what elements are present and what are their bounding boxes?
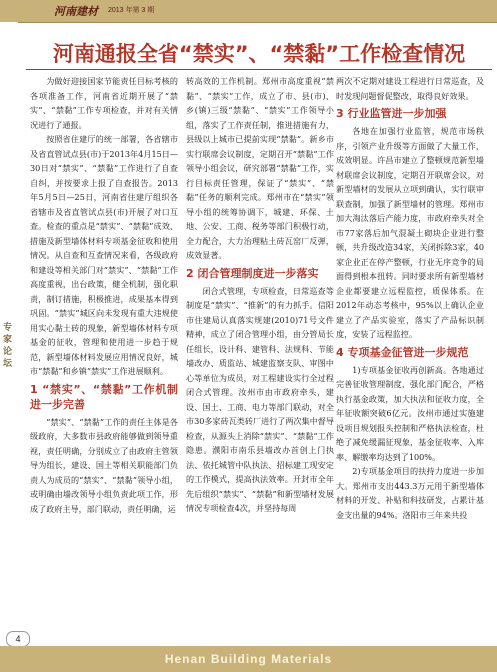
magazine-brand: 河南建材 bbox=[54, 5, 98, 18]
section-heading: 1 “禁实”、“禁黏”工作机制进一步完善 bbox=[30, 382, 178, 411]
section-heading: 3 行业监管进一步加强 bbox=[336, 107, 447, 120]
section-heading: 4 专项基金征管进一步规范 bbox=[336, 345, 469, 359]
column-3 bbox=[336, 74, 484, 522]
column-2 bbox=[186, 74, 334, 516]
paragraph: 为做好迎接国家节能责任目标考核的各项准备工作，河南省近期开展了“禁实”、“禁黏”工作专项检查，并对有关情况进行了通报。 bbox=[30, 76, 178, 130]
column-1 bbox=[30, 74, 178, 516]
title-divider bbox=[26, 69, 492, 70]
section-label: 专 家 论 坛 bbox=[3, 323, 13, 369]
paragraph: 转高效的工作机制。郑州市高度重视“禁黏”、“禁实”工作，成立了市、县(市)、乡(镇)三级“禁黏”、“禁实”工作领导小组，落实了工作责任制，推进措施有力，县级以上城市已提前实现“禁黏”。新乡市实行联席会议制度，定期召开“禁黏”工作领导小组会议，研究部署“禁黏”工作，实行目标责任管理，保证了“禁实”、“禁黏”任务的顺利完成。郑州市在“禁实”领导小组的统筹协调下，城建、环保、土地、公安、工商、税务等部门积极行动，全力配合，大力治理粘土砖瓦窑厂反弹，成效显著。 bbox=[186, 76, 334, 260]
paragraph: 1)专项基金征收再创新高。各地通过完善征收管理制度，强化部门配合，严格执行基金政策，加大执法和征收力度，全年征收额突破6亿元。汝州市通过实施建设项目规划报头控制和严格执法检查，杜绝了减免缓漏征现象，基金征收率、入库率、解缴率均达到了100%。 bbox=[336, 364, 484, 462]
paragraph: 2)专项基金项目的扶持力度进一步加大。郑州市支出443.3万元用于新型墙体材料的开发、补贴和科技研发，占累计基金支出量的94%。洛阳市三年来共投 bbox=[336, 466, 484, 520]
sidebar bbox=[0, 22, 18, 646]
header-bar bbox=[0, 0, 497, 23]
paragraph: “禁实”、“禁黏”工作的责任主体是各级政府，大多数市县政府能够做到领导重视，责任明确，分别成立了由政府主管领导为组长，建设、国土等相关职能部门负责人为成员的“禁实”、“禁黏”领导小组，或明确由墙改领导小组负责此项工作，形成了政府主导，部门联动，责任明确，运 bbox=[30, 416, 178, 514]
paragraph: 各地在加强行业监管，规范市场秩序，引领产业升级等方面做了大量工作，成效明显。许昌市建立了整顿规范新型墙材联席会议制度，定期召开联席会议，对新型墙材的发展从立项到确认，实行联审联查制，加强了新型墙材的管理。郑州市加大淘汰落后产能力度，市政府牵头对全市77家落后加气混凝土砌块企业进行整顿，共升级改造34家，关闭拆除3家，40家企业正在停产整顿，行业无序竞争的局面得到根本扭转。同时要求所有新型墙材企业都要建立远程监控，质保体系。在2012年动态考核中，95%以上确认企业建立了产品实验室，落实了产品标识制度，安装了远程监控。 bbox=[336, 126, 484, 339]
paragraph: 按照省住建厅的统一部署，各省辖市及省直管试点县(市)于2013年4月15日—30日对“禁实”、“禁黏”工作进行了自查自纠，并按要求上报了自查报告。2013年5月5日—25日，河南省住建厅组织各省辖市及省直管试点县(市)开展了对口互查。检查的重点是“禁实”、“禁黏”成效、措施及新型墙体材料专项基金征收和使用情况。从自查和互查情况来看，各级政府和建设等相关部门对“禁实”、“禁黏”工作高度重视，出台政策，健全机制，强化职责，制订措施，积极推进，成果基本得到巩固。“禁实”城区向未发现有重大违规使用实心黏土砖的现象，新型墙体材料专项基金的征收，管理和使用进一步趋于规范，新型墙体材料发展应用情况良好，城市“禁黏”和乡镇“禁实”工作进展顺利。 bbox=[30, 134, 178, 376]
page-number: 4 bbox=[6, 631, 30, 647]
paragraph: 两次不定期对建设工程进行日常巡查，及时发现问题督促整改，取得良好效果。 bbox=[336, 76, 484, 101]
article-title: 河南通报全省“禁实”、“禁黏”工作检查情况 bbox=[52, 42, 466, 66]
section-heading: 2 闭合管理制度进一步落实 bbox=[186, 266, 319, 280]
magazine-name: Henan Building Materials bbox=[164, 652, 333, 666]
paragraph: 闭合式管理，专项检查，日常巡查等制度是“禁实”、“推新”的有力抓手。信阳市住建局认真落实规建(2010)71号文件精神，成立了闭合管理小组，由分管局长任组长，设计科、建管科、法规科、节能墙改办、质监站、城建监察支队、审图中心等单位为成员，对工程建设实行全过程闭合式管理。汝州市由市政府牵头，建设、国土、工商、电力等部门联动，对全市30多家砖瓦类砖厂进行了两次集中督导检查，从源头上消除“禁实”、“禁黏”工作隐患。濮阳市南乐县墙改办首创上门执法、依托城管中队执法、招标建工现安定的工作模式，提高执法效率。开封市全年先后组织“禁实”、“禁黏”和新型墙材发展情况专项检查4次，并坚持每周 bbox=[186, 285, 334, 513]
issue-label: 2013 年第 3 期 bbox=[108, 7, 155, 14]
